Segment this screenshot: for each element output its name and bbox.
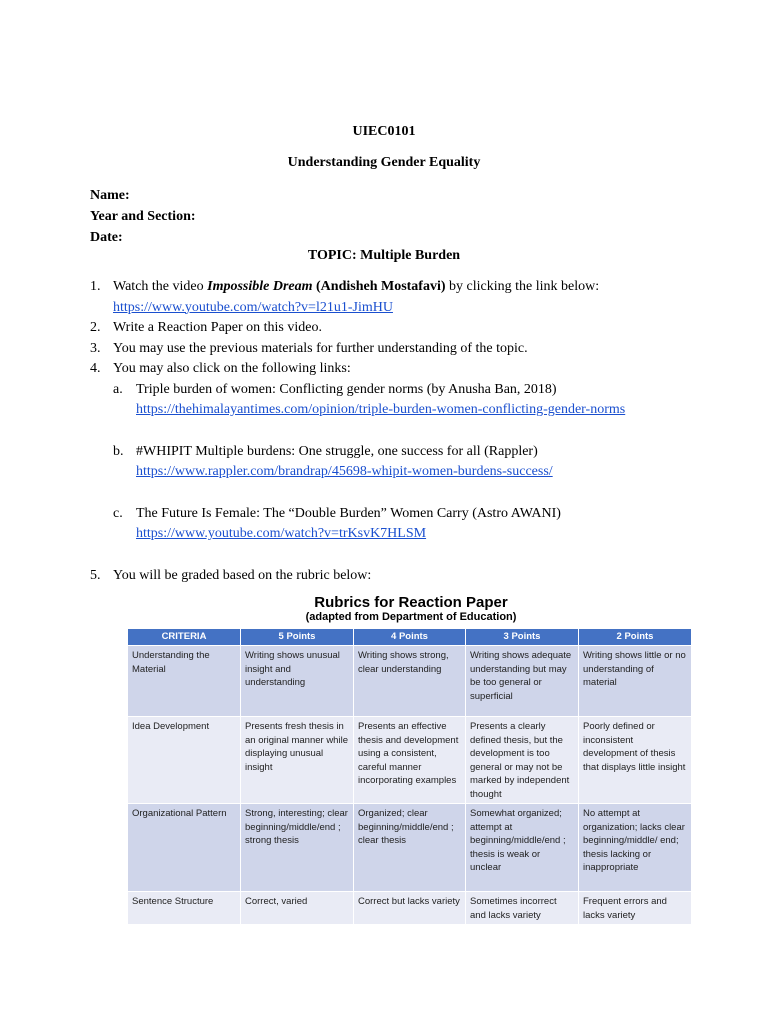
video-link[interactable]: https://www.youtube.com/watch?v=trKsvK7HLSM [136,526,427,541]
item-number: 4. [90,361,101,376]
table-cell: Organizational Pattern [128,804,241,892]
item-letter: c. [113,505,123,521]
rubric-table [127,628,692,925]
list-item [90,359,690,380]
video-link[interactable]: https://www.youtube.com/watch?v=l21u1-JimHU [113,299,393,315]
item-text: Write a Reaction Paper on this video. [113,320,322,335]
item-number: 5. [90,567,101,583]
table-cell: Organized; clear beginning/middle/end ; clear thesis [354,804,466,892]
table-cell: Writing shows unusual insight and understanding [241,646,354,717]
table-row [128,892,692,925]
table-cell: Presents fresh thesis in an original manner while displaying unusual insight [241,717,354,804]
item-text: You may also click on the following links: [113,361,351,376]
item-text: Triple burden of women: Conflicting gender norms (by Anusha Ban, 2018) [136,381,557,397]
table-cell: Writing shows little or no understanding of material [579,646,692,717]
article-link[interactable]: https://www.rappler.com/brandrap/45698-whipit-women-burdens-success/ [136,464,553,479]
sub-list-item [113,380,690,421]
table-cell: Presents an effective thesis and development using a consistent, careful manner incorporating examples [354,717,466,804]
instruction-list [90,277,690,586]
item-text: You will be graded based on the rubric below: [113,567,372,583]
item-letter: a. [113,381,123,397]
table-row [128,717,692,804]
column-header: 4 Points [354,629,466,646]
topic-heading: TOPIC: Multiple Burden [307,248,461,263]
table-cell: Idea Development [128,717,241,804]
rubric-subtitle: (adapted from Department of Education) [305,611,517,623]
table-cell: Understanding the Material [128,646,241,717]
table-cell: Sentence Structure [128,892,241,925]
video-title: Impossible Dream [207,279,313,294]
list-item [90,339,690,360]
course-code: UIEC0101 [352,124,416,139]
sub-list-item [113,442,690,483]
table-cell: Presents a clearly defined thesis, but the development is too general or may not be marked by independent thought [466,717,579,804]
article-link[interactable]: https://thehimalayantimes.com/opinion/triple-burden-women-conflicting-gender-norms [136,402,626,417]
item-number: 1. [90,279,101,294]
table-cell: Strong, interesting; clear beginning/middle/end ; strong thesis [241,804,354,892]
table-cell: Writing shows adequate understanding but may be too general or superficial [466,646,579,717]
table-cell: No attempt at organization; lacks clear beginning/middle/ end; thesis lacking or inappropriate [579,804,692,892]
item-text: The Future Is Female: The “Double Burden” Women Carry (Astro AWANI) [136,505,561,521]
rubric-title: Rubrics for Reaction Paper [314,594,508,611]
item-text: Watch the video [113,279,208,294]
student-info [90,185,196,248]
table-cell: Correct but lacks variety [354,892,466,925]
item-text: by clicking the link below: [445,279,600,294]
table-cell: Poorly defined or inconsistent development of thesis that displays little insight [579,717,692,804]
column-header: 2 Points [579,629,692,646]
list-item [90,277,690,318]
table-row [128,804,692,892]
table-cell: Sometimes incorrect and lacks variety [466,892,579,925]
table-cell: Somewhat organized; attempt at beginning/middle/end ; thesis is weak or unclear [466,804,579,892]
item-number: 3. [90,340,101,356]
year-section-label: Year and Section: [90,209,196,224]
date-label: Date: [90,230,123,245]
name-label: Name: [90,188,130,203]
item-letter: b. [113,443,124,459]
item-number: 2. [90,320,101,335]
rubric-header-row [128,629,692,646]
list-item [90,566,690,587]
sub-list-item [113,504,690,545]
table-cell: Frequent errors and lacks variety [579,892,692,925]
course-title: Understanding Gender Equality [287,155,481,170]
video-author: (Andisheh Mostafavi) [316,279,446,294]
column-header: 5 Points [241,629,354,646]
rubric-figure [124,590,698,922]
table-cell: Correct, varied [241,892,354,925]
table-cell: Writing shows strong, clear understanding [354,646,466,717]
item-text: #WHIPIT Multiple burdens: One struggle, one success for all (Rappler) [136,443,538,459]
table-row [128,646,692,717]
item-text: You may use the previous materials for further understanding of the topic. [113,340,528,356]
list-item [90,318,690,339]
column-header: CRITERIA [128,629,241,646]
column-header: 3 Points [466,629,579,646]
